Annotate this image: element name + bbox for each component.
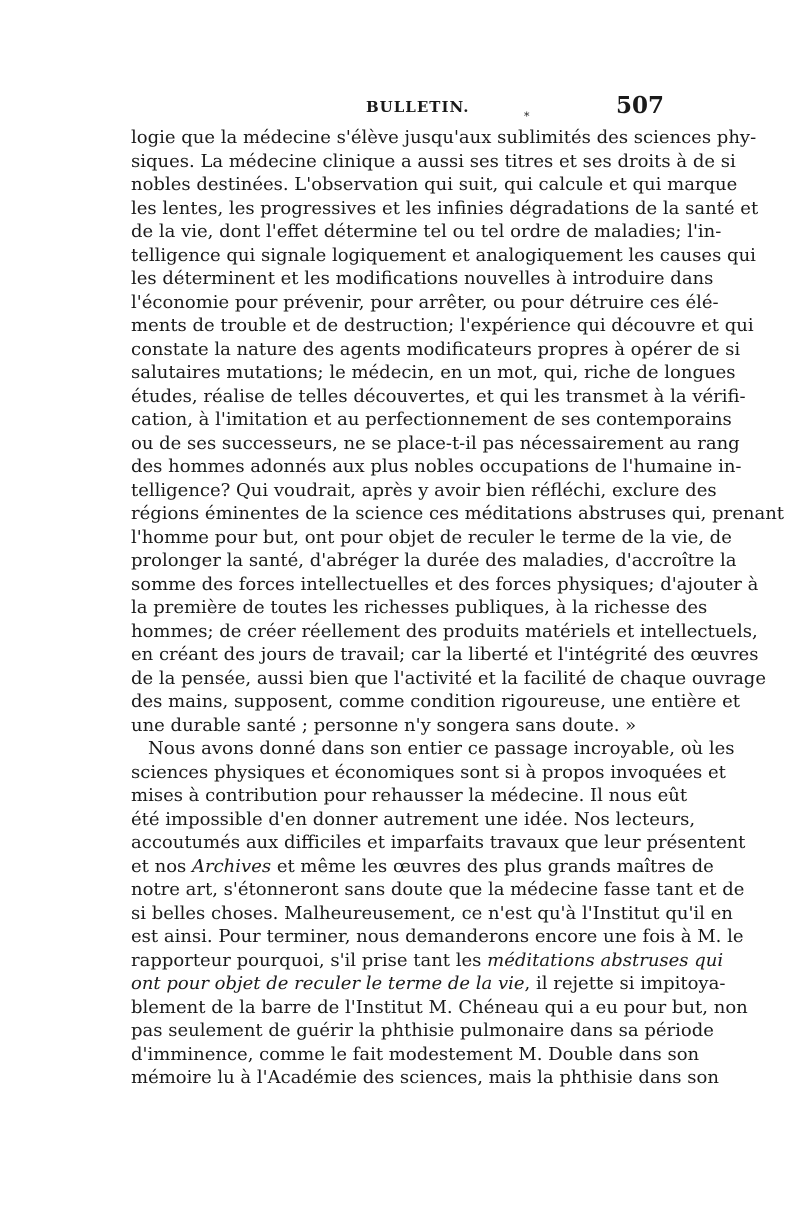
text-line: l'économie pour prévenir, pour arrêter, ou pour détruire ces élé-	[131, 291, 719, 313]
text-span: et nos	[131, 855, 192, 877]
text-line: est ainsi. Pour terminer, nous demanderons encore une fois à M. le	[131, 926, 744, 947]
text-line: une durable santé ; personne n'y songera sans doute. »	[131, 714, 637, 736]
italic-quote: méditations abstruses qui	[487, 949, 724, 971]
text-line: telligence? Qui voudrait, après y avoir bien réfléchi, exclure des	[131, 479, 717, 501]
text-line: les déterminent et les modifications nouvelles à introduire dans	[131, 268, 714, 289]
text-line: siques. La médecine clinique a aussi ses titres et ses droits à de si	[131, 150, 736, 172]
text-line: études, réalise de telles découvertes, et qui les transmet à la vérifi-	[131, 385, 746, 407]
text-line: pas seulement de guérir la phthisie pulmonaire dans sa période	[131, 1020, 714, 1041]
text-line: ou de ses successeurs, ne se place-t-il pas nécessairement au rang	[131, 432, 740, 454]
running-header-title: BULLETIN.	[366, 98, 470, 116]
text-line: somme des forces intellectuelles et des forces physiques; d'ajouter à	[131, 573, 759, 595]
text-line	[131, 949, 724, 973]
text-line: accoutumés aux difficiles et imparfaits travaux que leur présentent	[131, 832, 746, 853]
text-line: cation, à l'imitation et au perfectionnement de ses contemporains	[131, 409, 732, 430]
header-ink-mark: *	[524, 110, 530, 123]
text-line: mises à contribution pour rehausser la médecine. Il nous eût	[131, 785, 688, 806]
italic-quote: ont pour objet de reculer le terme de la vie	[131, 973, 525, 994]
text-line: ments de trouble et de destruction; l'expérience qui découvre et qui	[131, 315, 754, 336]
text-line: de la vie, dont l'effet détermine tel ou tel ordre de maladies; l'in-	[131, 221, 722, 242]
text-line: des hommes adonnés aux plus nobles occupations de l'humaine in-	[131, 456, 742, 477]
text-line: en créant des jours de travail; car la liberté et l'intégrité des œuvres	[131, 644, 759, 665]
text-line: régions éminentes de la science ces méditations abstruses qui, prenant	[131, 503, 785, 524]
text-line: sciences physiques et économiques sont si à propos invoquées et	[131, 761, 726, 783]
page-number: 507	[616, 92, 665, 119]
text-line: mémoire lu à l'Académie des sciences, mais la phthisie dans son	[131, 1067, 719, 1088]
text-line: blement de la barre de l'Institut M. Chéneau qui a eu pour but, non	[131, 996, 748, 1018]
text-line: l'homme pour but, ont pour objet de reculer le terme de la vie, de	[131, 526, 732, 548]
text-line: des mains, supposent, comme condition rigoureuse, une entière et	[131, 691, 741, 712]
text-line: prolonger la santé, d'abréger la durée des maladies, d'accroître la	[131, 550, 737, 571]
text-line: constate la nature des agents modificateurs propres à opérer de si	[131, 338, 741, 360]
text-line: les lentes, les progressives et les infinies dégradations de la santé et	[131, 197, 759, 219]
text-line: la première de toutes les richesses publiques, à la richesse des	[131, 597, 708, 618]
text-span: et même les œuvres des plus grands maîtres de	[271, 855, 714, 877]
text-span: rapporteur pourquoi, s'il prise tant les	[131, 949, 488, 971]
text-line: hommes; de créer réellement des produits matériels et intellectuels,	[131, 620, 758, 642]
text-span: , il rejette si impitoya-	[524, 973, 726, 994]
text-line: été impossible d'en donner autrement une idée. Nos lecteurs,	[131, 808, 696, 830]
text-line: de la pensée, aussi bien que l'activité et la facilité de chaque ouvrage	[131, 667, 766, 689]
text-line: notre art, s'étonneront sans doute que la médecine fasse tant et de	[131, 879, 745, 900]
text-line: logie que la médecine s'élève jusqu'aux sublimités des sciences phy-	[131, 127, 757, 148]
text-line: si belles choses. Malheureusement, ce n'est qu'à l'Institut qu'il en	[131, 902, 733, 924]
text-line: telligence qui signale logiquement et analogiquement les causes qui	[131, 244, 756, 266]
text-line: d'imminence, comme le fait modestement M. Double dans son	[131, 1043, 700, 1065]
italic-journal-title: Archives	[192, 855, 272, 877]
text-line: nobles destinées. L'observation qui suit, qui calcule et qui marque	[131, 174, 738, 195]
text-line: salutaires mutations; le médecin, en un mot, qui, riche de longues	[131, 362, 736, 383]
text-line	[131, 855, 714, 879]
text-line	[131, 972, 726, 996]
text-line: Nous avons donné dans son entier ce passage incroyable, où les	[148, 738, 735, 759]
